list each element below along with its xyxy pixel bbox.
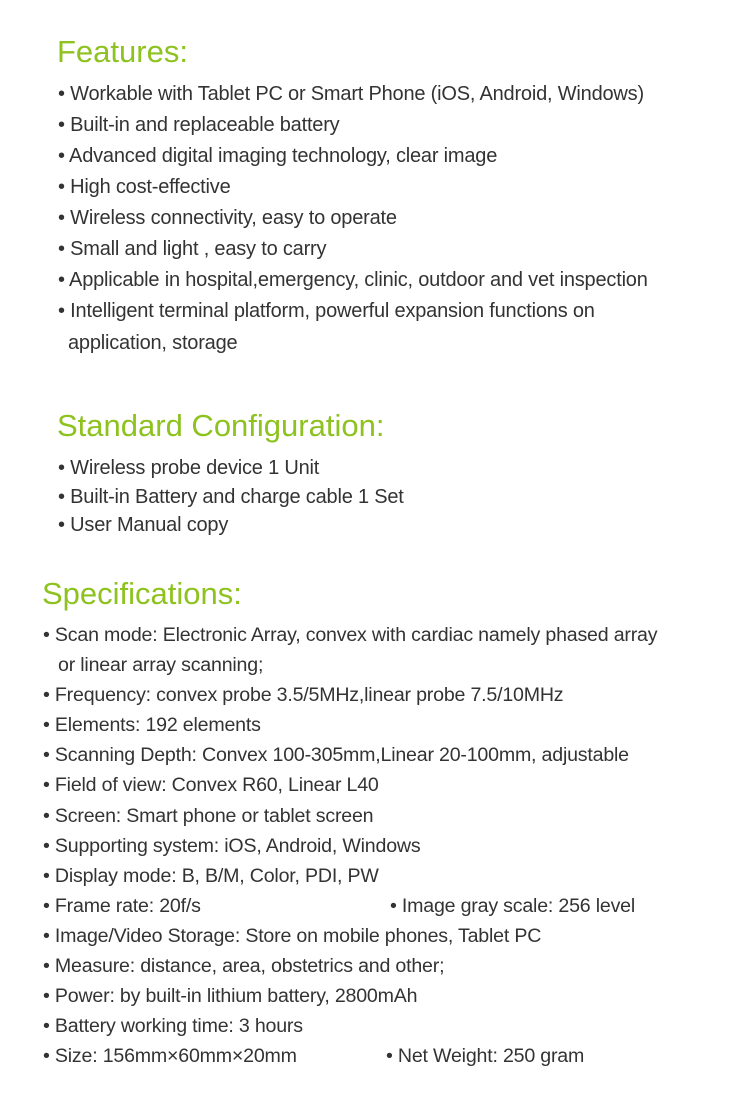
specifications-heading: Specifications:	[42, 576, 242, 611]
features-item: • High cost-effective	[58, 176, 231, 198]
features-item: • Advanced digital imaging technology, clear image	[58, 145, 498, 167]
spec-item: • Elements: 192 elements	[43, 714, 261, 736]
spec-item: • Battery working time: 3 hours	[43, 1015, 303, 1037]
spec-item: • Supporting system: iOS, Android, Windows	[43, 835, 421, 857]
standard-item: • User Manual copy	[58, 514, 229, 536]
standard-item: • Wireless probe device 1 Unit	[58, 457, 320, 479]
spec-item-net-weight: • Net Weight: 250 gram	[386, 1045, 585, 1067]
spec-item: • Screen: Smart phone or tablet screen	[43, 805, 374, 827]
features-item: • Applicable in hospital,emergency, clinic, outdoor and vet inspection	[58, 269, 648, 291]
spec-item: • Scanning Depth: Convex 100-305mm,Linear 20-100mm, adjustable	[43, 744, 629, 766]
spec-item: • Image/Video Storage: Store on mobile phones, Tablet PC	[43, 925, 542, 947]
standard-item: • Built-in Battery and charge cable 1 Set	[58, 486, 404, 508]
features-item: • Workable with Tablet PC or Smart Phone (iOS, Android, Windows)	[58, 83, 644, 105]
features-item: • Built-in and replaceable battery	[58, 114, 340, 136]
features-heading: Features:	[57, 34, 188, 69]
features-item: • Intelligent terminal platform, powerful expansion functions on	[58, 300, 595, 322]
spec-item: • Frame rate: 20f/s	[43, 895, 201, 917]
spec-item-continuation: or linear array scanning;	[58, 654, 264, 676]
features-item-continuation: application, storage	[68, 332, 238, 354]
spec-item: • Frequency: convex probe 3.5/5MHz,linear probe 7.5/10MHz	[43, 684, 564, 706]
spec-item: • Scan mode: Electronic Array, convex with cardiac namely phased array	[43, 624, 658, 646]
spec-item: • Field of view: Convex R60, Linear L40	[43, 774, 379, 796]
features-item: • Wireless connectivity, easy to operate	[58, 207, 397, 229]
features-item: • Small and light , easy to carry	[58, 238, 327, 260]
spec-item: • Power: by built-in lithium battery, 2800mAh	[43, 985, 418, 1007]
spec-item: • Measure: distance, area, obstetrics and other;	[43, 955, 445, 977]
spec-item: • Display mode: B, B/M, Color, PDI, PW	[43, 865, 379, 887]
spec-item-gray-scale: • Image gray scale: 256 level	[390, 895, 636, 917]
standard-configuration-heading: Standard Configuration:	[57, 408, 385, 443]
spec-item: • Size: 156mm×60mm×20mm	[43, 1045, 297, 1067]
